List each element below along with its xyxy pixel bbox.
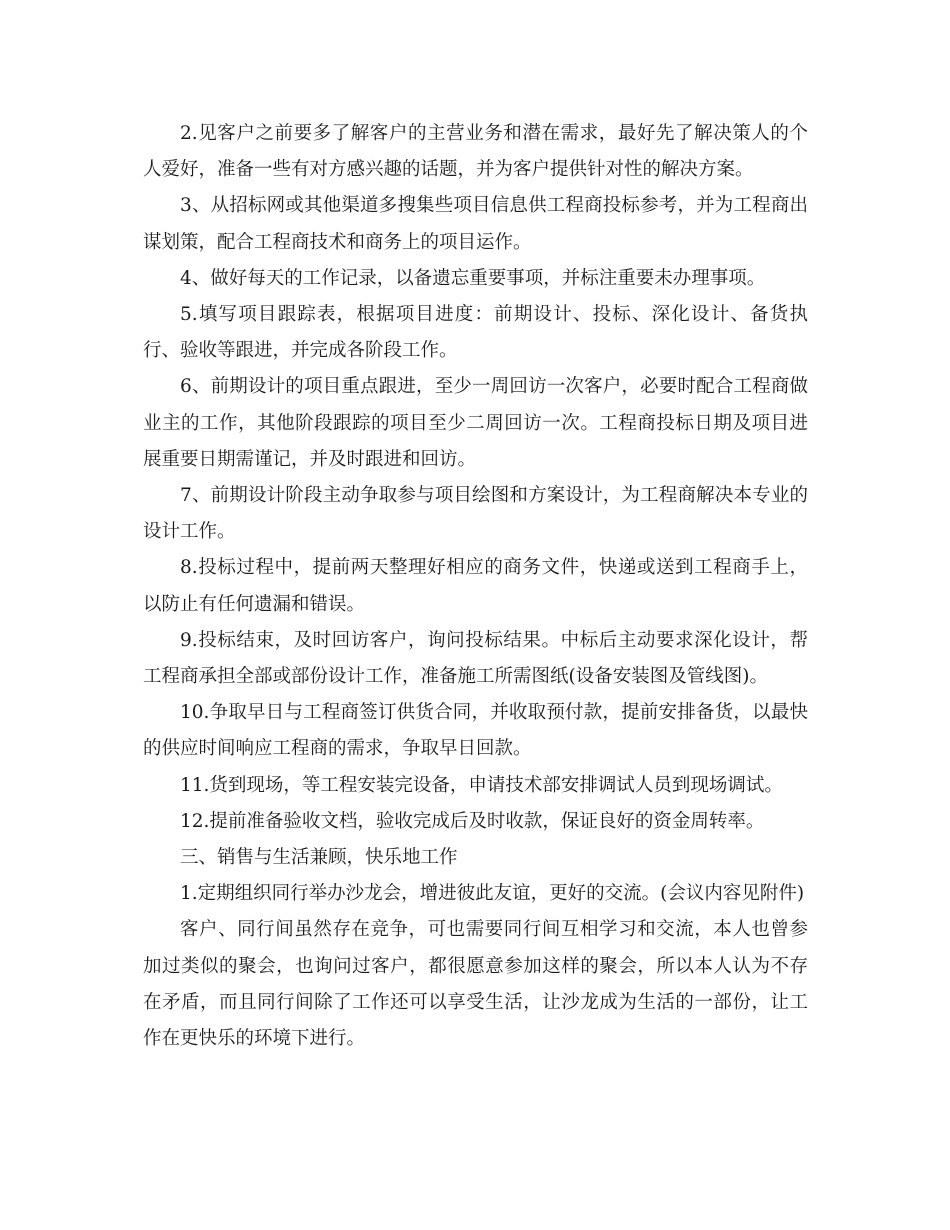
paragraph-item-8: 8.投标过程中，提前两天整理好相应的商务文件，快递或送到工程商手上，以防止有任何遗漏和错误。 [143, 557, 808, 615]
paragraph-item-11: 11.货到现场，等工程安装完设备，申请技术部安排调试人员到现场调试。 [180, 774, 783, 796]
paragraph-item-6: 6、前期设计的项目重点跟进，至少一周回访一次客户，必要时配合工程商做业主的工作，其他阶段跟踪的项目至少二周回访一次。工程商投标日期及项目进展重要日期需谨记，并及时跟进和回访。 [143, 376, 808, 470]
paragraph-item-3: 3、从招标网或其他渠道多搜集些项目信息供工程商投标参考，并为工程商出谋划策，配合工程商技术和商务上的项目运作。 [143, 195, 808, 253]
paragraph-item-2: 2.见客户之前要多了解客户的主营业务和潜在需求，最好先了解决策人的个人爱好，准备一些有对方感兴趣的话题，并为客户提供针对性的解决方案。 [143, 123, 808, 181]
paragraph-item-5: 5.填写项目跟踪表，根据项目进度：前期设计、投标、深化设计、备货执行、验收等跟进，并完成各阶段工作。 [143, 304, 808, 362]
paragraph-item-9: 9.投标结束，及时回访客户，询问投标结果。中标后主动要求深化设计，帮工程商承担全部或部份设计工作，准备施工所需图纸(设备安装图及管线图)。 [143, 629, 808, 688]
section-heading-3: 三、销售与生活兼顾，快乐地工作 [180, 847, 458, 869]
paragraph-item-12: 12.提前准备验收文档，验收完成后及时收款，保证良好的资金周转率。 [180, 810, 765, 832]
paragraph-item-7: 7、前期设计阶段主动争取参与项目绘图和方案设计，为工程商解决本专业的设计工作。 [143, 485, 808, 543]
document-body [143, 116, 808, 1057]
paragraph-item-1: 1.定期组织同行举办沙龙会，增进彼此友谊，更好的交流。(会议内容见附件) [180, 883, 805, 905]
paragraph-item-4: 4、做好每天的工作记录，以备遗忘重要事项，并标注重要未办理事项。 [180, 267, 766, 289]
paragraph-body: 客户、同行间虽然存在竞争，可也需要同行间互相学习和交流，本人也曾参加过类似的聚会，也询问过客户，都很愿意参加这样的聚会，所以本人认为不存在矛盾，而且同行间除了工作还可以享受生活，让沙龙成为生活的一部份，让工作在更快乐的环境下进行。 [143, 919, 808, 1050]
paragraph-item-10: 10.争取早日与工程商签订供货合同，并收取预付款，提前安排备货，以最快的供应时间响应工程商的需求，争取早日回款。 [143, 702, 808, 760]
